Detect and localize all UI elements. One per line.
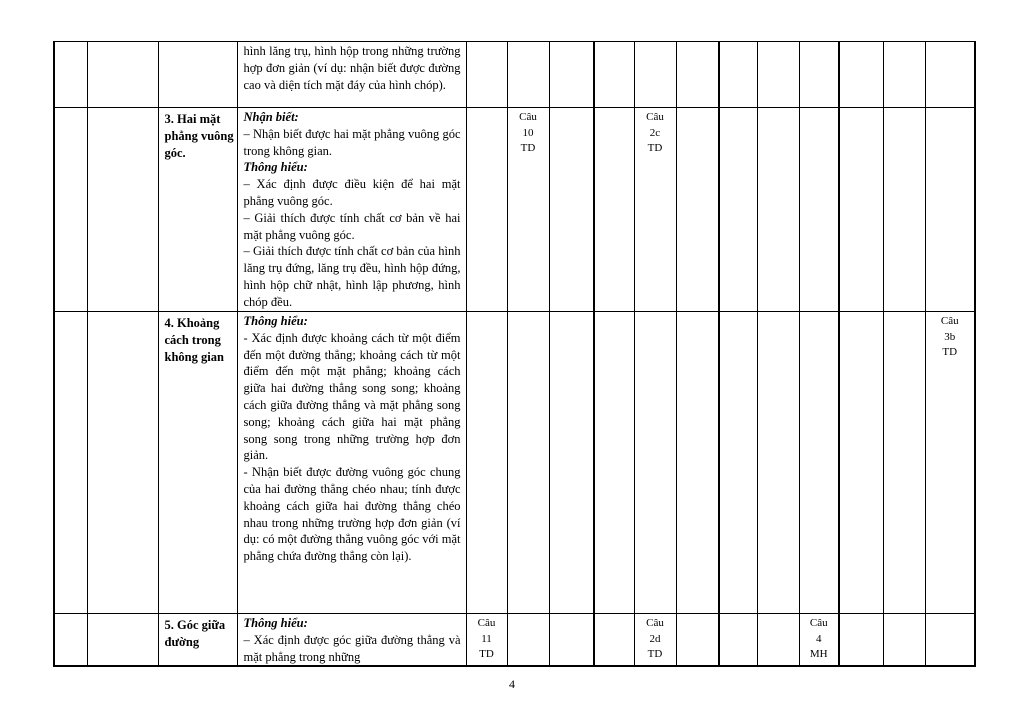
- chapter-cell: [87, 614, 158, 667]
- topic-cell: [158, 614, 237, 667]
- index-cell: [54, 312, 87, 614]
- exam-matrix-table: [53, 41, 976, 667]
- question-cell: [676, 614, 719, 667]
- question-ref: [926, 312, 975, 361]
- question-ref: [467, 614, 507, 663]
- topic-cell: [158, 42, 237, 108]
- question-cell: [719, 312, 757, 614]
- requirement-text: [238, 108, 466, 311]
- requirement-text: [238, 312, 466, 565]
- matrix-body: [54, 42, 975, 667]
- question-cell: [925, 614, 975, 667]
- question-cell: [839, 614, 883, 667]
- level-label: Nhận biết:: [243, 110, 299, 124]
- question-cell: [839, 108, 883, 312]
- question-cell: [676, 42, 719, 108]
- chapter-cell: [87, 42, 158, 108]
- question-type: TD: [520, 142, 536, 154]
- requirement-line: - Xác định được khoảng cách từ một điểm đến một đường thẳng; khoảng cách từ một điểm đến một mặt phẳng; khoảng cách giữa hai đường thẳng song song; khoảng cách giữa đường thẳng và mặt phẳng song song; khoảng cách giữa hai mặt phẳng song song trong những trường hợp đơn giản.: [243, 330, 461, 463]
- question-ref: [508, 108, 549, 157]
- question-cell: [507, 614, 549, 667]
- question-cell: [634, 108, 676, 312]
- page-number: 4: [509, 677, 515, 691]
- question-label: Câu: [477, 617, 496, 629]
- index-cell: [54, 614, 87, 667]
- level-label: Thông hiểu:: [243, 616, 308, 630]
- question-cell: [757, 42, 799, 108]
- question-cell: [719, 108, 757, 312]
- level-label: Thông hiểu:: [243, 314, 308, 328]
- question-type: TD: [942, 346, 958, 358]
- question-cell: [839, 42, 883, 108]
- question-num: 3b: [944, 330, 956, 343]
- question-num: 4: [816, 632, 822, 645]
- requirement-text: [238, 614, 466, 665]
- requirement-line: – Giải thích được tính chất cơ bản về hai mặt phẳng vuông góc.: [243, 210, 461, 242]
- question-cell: [634, 42, 676, 108]
- index-cell: [54, 108, 87, 312]
- requirement-cell: [237, 312, 466, 614]
- topic-title: [159, 42, 237, 45]
- requirement-text: [238, 42, 466, 93]
- question-type: TD: [647, 648, 663, 660]
- requirement-cell: [237, 614, 466, 667]
- question-cell: [757, 108, 799, 312]
- question-type: TD: [647, 142, 663, 154]
- requirement-line: - Nhận biết được đường vuông góc chung của hai đường thẳng chéo nhau; tính được khoảng cách giữa hai đường thẳng chéo nhau trong những trường hợp đơn giản (ví dụ: có một đường thẳng vuông góc với mặt phẳng chứa đường thẳng còn lại).: [243, 465, 461, 564]
- question-cell: [594, 108, 634, 312]
- question-cell: [466, 42, 507, 108]
- requirement-line: hình lăng trụ, hình hộp trong những trường hợp đơn giản (ví dụ: nhận biết được đường cao và diện tích mặt đáy của hình chóp).: [243, 44, 461, 92]
- requirement-line: – Xác định được điều kiện để hai mặt phẳng vuông góc.: [243, 177, 461, 208]
- question-cell: [719, 614, 757, 667]
- question-cell: [594, 312, 634, 614]
- level-label: Thông hiểu:: [243, 160, 308, 175]
- question-cell: [507, 42, 549, 108]
- question-label: Câu: [519, 111, 537, 123]
- requirement-cell: [237, 42, 466, 108]
- question-label: Câu: [646, 111, 664, 123]
- question-label: Câu: [940, 315, 959, 327]
- question-label: Câu: [809, 617, 828, 629]
- question-type: TD: [479, 648, 494, 660]
- question-cell: [466, 108, 507, 312]
- question-cell: [549, 42, 594, 108]
- question-cell: [549, 108, 594, 312]
- question-num: 10: [522, 126, 534, 139]
- matrix-row: [54, 42, 975, 108]
- question-cell: [594, 42, 634, 108]
- question-ref: [800, 614, 839, 663]
- question-cell: [799, 614, 839, 667]
- topic-title: 4. Khoảng cách trong không gian: [164, 316, 224, 364]
- question-cell: [925, 312, 975, 614]
- question-num: 2d: [649, 632, 661, 645]
- question-cell: [799, 42, 839, 108]
- topic-title: 5. Góc giữa đường: [164, 618, 226, 649]
- topic-title: 3. Hai mặt phẳng vuông góc.: [164, 112, 234, 160]
- question-cell: [466, 312, 507, 614]
- question-cell: [883, 614, 925, 667]
- question-label: Câu: [646, 617, 664, 629]
- question-cell: [549, 312, 594, 614]
- question-cell: [799, 108, 839, 312]
- question-cell: [925, 42, 975, 108]
- question-cell: [799, 312, 839, 614]
- index-cell: [54, 42, 87, 108]
- question-cell: [594, 614, 634, 667]
- matrix-row: [54, 312, 975, 614]
- question-cell: [757, 614, 799, 667]
- question-cell: [466, 614, 507, 667]
- question-cell: [634, 614, 676, 667]
- question-num: 2c: [649, 126, 661, 139]
- requirement-line: – Giải thích được tính chất cơ bản của hình lăng trụ đứng, lăng trụ đều, hình hộp đứng, hình hộp chữ nhật, hình lập phương, hình chóp đều.: [243, 244, 461, 309]
- question-cell: [883, 42, 925, 108]
- matrix-row: [54, 108, 975, 312]
- question-cell: [676, 108, 719, 312]
- topic-cell: [158, 312, 237, 614]
- question-cell: [757, 312, 799, 614]
- question-ref: [635, 108, 676, 157]
- chapter-cell: [87, 108, 158, 312]
- question-cell: [676, 312, 719, 614]
- requirement-cell: [237, 108, 466, 312]
- question-cell: [719, 42, 757, 108]
- question-cell: [549, 614, 594, 667]
- chapter-cell: [87, 312, 158, 614]
- question-cell: [507, 312, 549, 614]
- question-ref: [635, 614, 676, 663]
- requirement-line: – Nhận biết được hai mặt phẳng vuông góc trong không gian.: [243, 126, 461, 158]
- matrix-row: [54, 614, 975, 667]
- question-cell: [634, 312, 676, 614]
- requirement-line: – Xác định được góc giữa đường thẳng và mặt phẳng trong những: [243, 632, 461, 664]
- question-cell: [883, 108, 925, 312]
- question-cell: [883, 312, 925, 614]
- question-cell: [839, 312, 883, 614]
- question-num: 11: [481, 632, 492, 645]
- topic-cell: [158, 108, 237, 312]
- question-type: MH: [809, 648, 828, 660]
- question-cell: [925, 108, 975, 312]
- question-cell: [507, 108, 549, 312]
